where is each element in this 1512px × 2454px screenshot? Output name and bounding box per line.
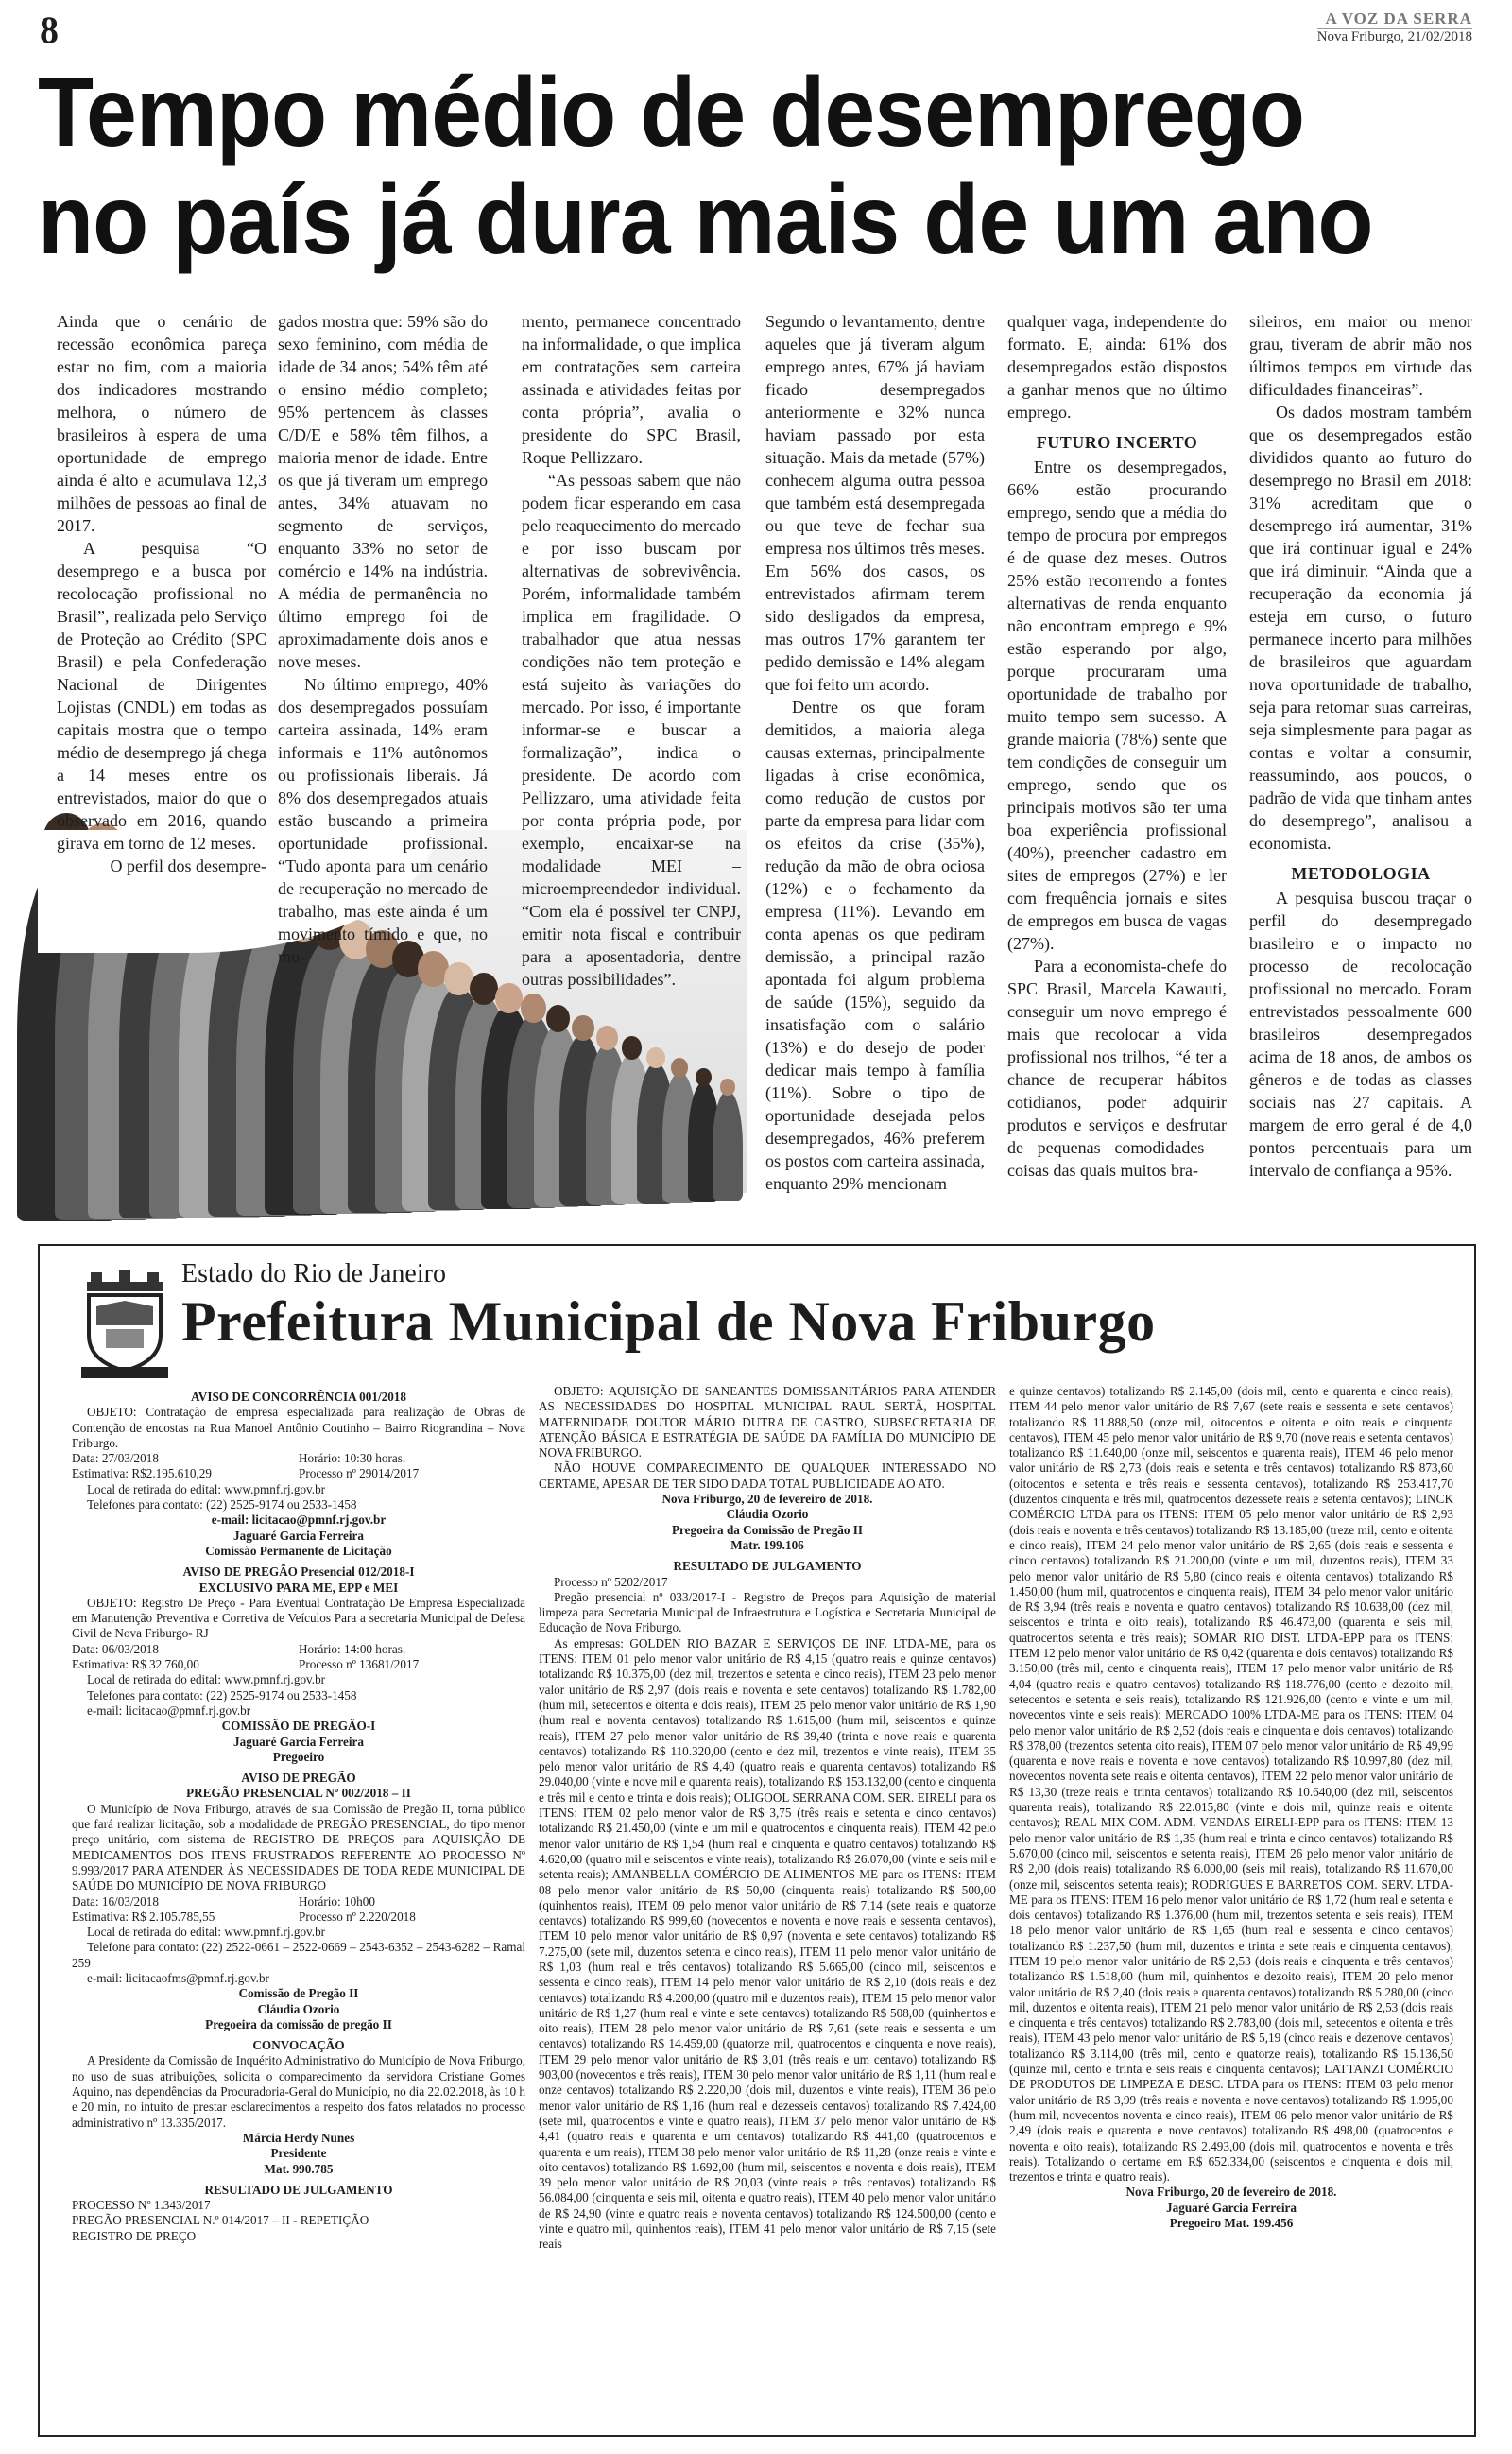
notice-row xyxy=(72,1657,525,1672)
notice-text: Estimativa: R$2.195.610,29 xyxy=(72,1466,212,1481)
paragraph: Segundo o levantamento, dentre aqueles que já tiveram algum emprego antes, 67% já haviam ficado desempregados anteriormente e 32% nunca haviam passado por esta situação. Mais da metade (57%) conhecem alguma outra pessoa que também está desempregada ou que teve de fechar sua empresa nos últimos três meses. Em 56% dos casos, os entrevistados afirmam terem sido desligados da empresa, mas outros 17% garantem ter pedido demissão e 14% alegam que foi feito um acordo. xyxy=(765,312,985,694)
photo-person-head xyxy=(671,1058,688,1078)
notice-signature: Márcia Herdy Nunes xyxy=(242,2130,355,2145)
notice-column-3 xyxy=(1009,1384,1453,2433)
notice-subtitle: EXCLUSIVO PARA ME, EPP e MEI xyxy=(198,1580,399,1595)
notice-signature: Mat. 990.785 xyxy=(264,2161,334,2176)
notice-signature: Presidente xyxy=(270,2146,327,2161)
notice-text: Horário: 10h00 xyxy=(299,1893,375,1909)
photo-person xyxy=(713,1091,743,1201)
notice-text: Horário: 14:00 horas. xyxy=(299,1641,406,1656)
paragraph: A pesquisa buscou traçar o perfil do desempregado brasileiro e o impacto no processo de recolocação profissional no mercado. Foram entrevistados pessoalmente 600 brasileiros desempregados acima de 18 anos, de ambos os gêneros e de todas as classes sociais nas 27 capitais. A margem de erro geral é de 4,0 pontos percentuais para um intervalo de confiança a 95%. xyxy=(1249,889,1472,1180)
photo-person-head xyxy=(572,1015,594,1041)
photo-person-head xyxy=(596,1026,617,1050)
paragraph: sileiros, em maior ou menor grau, tiveram de abrir mão nos últimos tempos em virtude das dificuldades financeiras”. xyxy=(1249,312,1472,399)
notice-text: Horário: 10:30 horas. xyxy=(299,1451,406,1466)
notice-column-1 xyxy=(72,1384,525,2433)
notice-text: NÃO HOUVE COMPARECIMENTO DE QUALQUER INTERESSADO NO CERTAME, APESAR DE TER SIDO DADA TOTAL PUBLICIDADE AO ATO. xyxy=(539,1460,996,1491)
notice-date: Nova Friburgo, 20 de fevereiro de 2018. xyxy=(1125,2185,1337,2200)
article-body xyxy=(38,301,1476,1204)
article-column-4 xyxy=(765,310,985,1204)
notice-signature: Matr. 199.106 xyxy=(730,1537,804,1552)
notice-text: OBJETO: Contratação de empresa especializada para realização de Obras de Contenção de encostas na Rua Manoel Antônio Coutinho – Bairro Riograndina – Nova Friburgo. xyxy=(72,1405,525,1450)
notice-row xyxy=(72,1451,525,1466)
notice-text: e quinze centavos) totalizando R$ 2.145,00 (dois mil, cento e quarenta e cinco reais), ITEM 44 pelo menor valor unitário de R$ 7,67 (sete reais e sessenta e sete centavos) totalizando R$ 11.888,50 (onze mil, oitocentos e oitenta e oito reais e cinquenta centavos), ITEM 45 pelo menor valor unitário de R$ 9,70 (nove reais e setenta centavos) totalizando R$ 11.640,00 (onze mil, seiscentos e quarenta reais), ITEM 46 pelo menor valor unitário de R$ 2,73 (dois reais e setenta e três centavos) totalizando R$ 873,60 (oitocentos e setenta e três reais e sessenta centavos), totalizando R$ 253.417,70 (duzentos cinquenta e três mil, quatrocentos dezessete reais e setenta centavos); LINCK COMÉRCIO LTDA para os ITENS: ITEM 05 pelo menor valor unitário de R$ 2,93 (dois reais e noventa e três centavos) totalizando R$ 13.185,00 (treze mil, cento e oitenta e cinco reais), ITEM 24 pelo menor valor unitário de R$ 2,65 (dois reais e sessenta e cinco centavos) totalizando R$ 21.200,00 (vinte e um mil, duzentos reais), ITEM 33 pelo menor valor unitário de R$ 5,80 (cinco reais e oitenta centavos) totalizando R$ 1.450,00 (hum mil, quatrocentos e cinquenta reais), ITEM 34 pelo menor valor unitário de R$ 3,94 (três reais e noventa e quatro centavos) totalizando R$ 10.638,00 (dez mil, seiscentos e trinta e oito reais), totalizando R$ 46.473,00 (quarenta e seis mil, quatrocentos setenta e três reais); SOMAR RIO DIST. LTDA-EPP para os ITENS: ITEM 12 pelo menor valor unitário de R$ 0,42 (quarenta e dois centavos) totalizando R$ 3.150,00 (três mil, cento e cinquenta reais), ITEM 17 pelo menor valor unitário de R$ 4,04 (quatro reais e quatro centavos) totalizando R$ 118.776,00 (cento e dezoito mil, setecentos e setenta e seis reais), totalizando R$ 121.926,00 (cento e vinte e um mil, novecentos vinte e seis reais); MERCADO 100% LTDA-ME para os ITENS: ITEM 04 pelo menor valor unitário de R$ 2,52 (dois reais e cinquenta e dois centavos) totalizando R$ 378,00 (trezentos setenta oito reais), ITEM 07 pelo menor valor unitário de R$ 49,99 (quarenta e nove reais e noventa e nove centavos) totalizando R$ 10.997,80 (dez mil, novecentos noventa sete reais e oitenta centavos), ITEM 22 pelo menor valor unitário de R$ 13,30 (treze reais e trinta centavos) totalizando R$ 10.640,00 (dez mil, seiscentos quarenta reais), totalizando R$ 22.015,80 (vinte e dois mil, quinze reais e oitenta centavos); REAL MIX COM. ADM. VENDAS EIRELI-EPP para os ITENS: ITEM 13 pelo menor valor unitário de R$ 1,35 (hum real e trinta e cinco centavos) totalizando R$ 5.670,00 (cinco mil, seiscentos e setenta reais), ITEM 26 pelo menor valor unitário de R$ 2,00 (dois reais) totalizando R$ 6.000,00 (seis mil reais), totalizando R$ 11.670,00 (onze mil, seiscentos setenta reais); RODRIGUES E BARRETOS COM. SERV. LTDA-ME para os ITENS: ITEM 16 pelo menor valor unitário de R$ 1,72 (hum real e setenta e dois centavos) totalizando R$ 1.376,00 (hum mil, trezentos setenta e seis reais), ITEM 18 pelo menor valor unitário de R$ 1,65 (hum real e sessenta e cinco centavos) totalizando R$ 1.237,50 (hum mil, duzentos e trinta e sete reais e cinquenta centavos), ITEM 19 pelo menor valor unitário de R$ 2,53 (dois reais e cinquenta e três centavos) totalizando R$ 1.518,00 (hum mil, quinhentos e dezoito reais), ITEM 20 pelo menor valor unitário de R$ 2,40 (dois reais e quarenta centavos) totalizando R$ 5.280,00 (cinco mil, duzentos e oitenta reais), ITEM 21 pelo menor valor unitário de R$ 2,53 (dois reais e cinquenta e três centavos) totalizando R$ 2.783,00 (dois mil, setecentos e oitenta e três reais), ITEM 43 pelo menor valor unitário de R$ 5,19 (cinco reais e dezenove centavos) totalizando R$ 3.114,00 (três mil, cento e quatorze reais), totalizando R$ 15.136,50 (quinze mil, cento e trinta e seis reais e cinquenta centavos); LATTANZI COMÉRCIO DE PRODUTOS DE LIMPEZA E DESC. LTDA para os ITENS: ITEM 03 pelo menor valor unitário de R$ 3,99 (três reais e noventa e nove centavos) totalizando R$ 1.995,00 (hum mil, novecentos noventa e cinco reais), ITEM 06 pelo menor valor unitário de R$ 2,49 (dois reais e quarenta e nove centavos) totalizando R$ 498,00 (quatrocentos e noventa e oito reais), totalizando R$ 2.493,00 (dois mil, quatrocentos e noventa e três reais). Totalizando o certame em R$ 652.334,00 (seiscentos e cinquenta e dois mil, trezentos e trinta e quatro reais). xyxy=(1009,1384,1453,2185)
notice-title: CONVOCAÇÃO xyxy=(252,2038,345,2053)
notice-signature: Jaguaré Garcia Ferreira xyxy=(233,1734,364,1749)
paragraph: “As pessoas sabem que não podem ficar esperando em casa pelo reaquecimento do mercado e por isso buscam por alternativas de sobrevivência. Porém, informalidade também implica em fragilidade. O trabalhador que atua nessas condições não tem proteção e está sujeito às variações do mercado. Por isso, é importante informar-se e buscar a formalização”, indica o presidente. De acordo com Pellizzaro, uma atividade feita por conta própria pode, por exemplo, encaixar-se na modalidade MEI – microempreendedor individual. “Com ela é possível ter CNPJ, emitir nota fiscal e contribuir para a aposentadoria, dentre outras possibilidades”. xyxy=(522,471,741,989)
paragraph: Dentre os que foram demitidos, a maioria alega causas externas, principalmente ligadas à crise econômica, como redução de custos por parte da empresa para lidar com os efeitos da crise (35%), redução da mão de obra ociosa (12%) e o fechamento da empresa (11%). Levando em conta apenas os que pediram demissão, a principal razão apontada foi algum problema de saúde (15%), seguido da insatisfação com o salário (13%) e do desejo de poder dedicar mais tempo à família (11%). Sobre o tipo de oportunidade desejada pelos desempregados, 46% preferem os postos com carteira assinada, enquanto 29% mencionam xyxy=(765,698,985,1193)
notice-signature: Jaguaré Garcia Ferreira xyxy=(233,1528,364,1543)
paragraph: Para a economista-chefe do SPC Brasil, Marcela Kawauti, conseguir um novo emprego é mais que recolocar a vida profissional nos trilhos, “é ter a chance de recuperar hábitos cotidianos, poder adquirir produtos e serviços e desfrutar de pequenas comodidades – coisas das quais muitos bra- xyxy=(1007,957,1227,1180)
article-column-2 xyxy=(278,310,488,966)
article-column-6 xyxy=(1249,310,1472,1204)
paragraph: qualquer vaga, independente do formato. E, ainda: 61% dos desempregados estão dispostos a ganhar menos que no último emprego. xyxy=(1007,312,1227,422)
notice-column-2 xyxy=(539,1384,996,2433)
date-line: Nova Friburgo, 21/02/2018 xyxy=(1316,29,1472,44)
state-name: Estado do Rio de Janeiro xyxy=(181,1259,446,1288)
paragraph: Entre os desempregados, 66% estão procurando emprego, sendo que a média do tempo de procura por empregos é de quase dez meses. Outros 25% estão recorrendo a fontes alternativas de renda enquanto não encontram emprego e 9% estão esperando por algo, porque procuraram uma oportunidade de trabalho por muito tempo sem sucesso. A grande maioria (78%) sente que tem condições de conseguir um emprego, sendo que os principais motivos são ter uma boa experiência profissional (40%), preencher cadastro em sites de empregos (27%) e ler com frequência jornais e sites de empregos em busca de vagas (27%). xyxy=(1007,458,1227,953)
masthead xyxy=(1317,9,1472,45)
notice-text: Local de retirada do edital: www.pmnf.rj.gov.br xyxy=(87,1672,326,1687)
notice-text: As empresas: GOLDEN RIO BAZAR E SERVIÇOS DE INF. LTDA-ME, para os ITENS: ITEM 01 pelo menor valor unitário de R$ 4,15 (quatro reais e quinze centavos) totalizando R$ 10.375,00 (dez mil, trezentos e setenta e cinco reais), ITEM 23 pelo menor valor unitário de R$ 2,97 (dois reais e noventa e sete centavos) totalizando R$ 1.782,00 (hum mil, setecentos e oitenta e dois reais), ITEM 25 pelo menor valor unitário de R$ 1,90 (hum real e noventa centavos) totalizando R$ 1.615,00 (hum mil, seiscentos e quinze reais), ITEM 27 pelo menor valor unitário de R$ 39,40 (trinta e nove reais e quarenta centavos) totalizando R$ 110.320,00 (cento e dez mil, trezentos e vinte reais), ITEM 35 pelo menor valor unitário de R$ 4,40 (quatro reais e quarenta centavos) totalizando R$ 29.040,00 (vinte e nove mil e quarenta reais), totalizando R$ 153.132,00 (cento e cinquenta e três mil e cento e trinta e dois reais); OLIGOOL SERRANA COM. SER. EIRELI para os ITENS: ITEM 02 pelo menor valor de R$ 3,75 (três reais e setenta e cinco centavos) totalizando R$ 21.450,00 (vinte e um mil e quatrocentos e cinquenta reais), ITEM 42 pelo menor valor unitário de R$ 1,54 (hum real e cinquenta e quatro centavos) totalizando R$ 4.620,00 (quatro mil e seiscentos e vinte reais), totalizando R$ 26.070,00 (vinte e seis mil e setenta reais); AMANBELLA COMÉRCIO DE ALIMENTOS ME para os ITENS: ITEM 08 pelo menor valor unitário de R$ 50,00 (cinquenta reais) totalizando R$ 500,00 (quinhentos reais), ITEM 09 pelo menor valor unitário de R$ 7,14 (sete reais e quatorze centavos) totalizando R$ 999,60 (novecentos e noventa e nove reais e sessenta centavos), ITEM 10 pelo menor valor unitário de R$ 0,97 (noventa e sete centavos) totalizando R$ 7.275,00 (sete mil, duzentos setenta e cinco reais), ITEM 11 pelo menor valor unitário de R$ 1,03 (hum real e três centavos) totalizando R$ 5.665,00 (cinco mil, seiscentos e sessenta e cinco reais), ITEM 14 pelo menor valor unitário de R$ 2,10 (dois reais e dez centavos) totalizando R$ 4.200,00 (quatro mil e duzentos reais), ITEM 15 pelo menor valor unitário de R$ 1,27 (hum real e vinte e sete centavos) totalizando R$ 508,00 (quinhentos e oito reais), ITEM 28 pelo menor valor unitário de R$ 7,61 (sete reais e sessenta e um centavos) totalizando R$ 14.459,00 (quatorze mil, quatrocentos e cinquenta e nove reais), ITEM 29 pelo menor valor unitário de R$ 3,01 (três reais e um centavo) totalizando R$ 903,00 (novecentos e três reais), ITEM 30 pelo menor valor unitário de R$ 1,11 (hum real e onze centavos) totalizando R$ 2.220,00 (dois mil, duzentos e vinte reais), ITEM 36 pelo menor valor unitário de R$ 1,16 (hum real e dezesseis centavos) totalizando R$ 7.424,00 (sete mil, quatrocentos e vinte e quatro reais), ITEM 37 pelo menor valor unitário de R$ 4,41 (quatro reais e quarenta e um centavos) totalizando R$ 441,00 (quatrocentos e quarenta e um reais), ITEM 38 pelo menor valor unitário de R$ 11,28 (onze reais e vinte e oito centavos) totalizando R$ 1.692,00 (hum mil, seiscentos e noventa e dois reais), ITEM 39 pelo menor valor unitário de R$ 20,03 (vinte reais e três centavos) totalizando R$ 56.084,00 (cinquenta e seis mil, oitenta e quatro reais), ITEM 40 pelo menor valor unitário de R$ 24,90 (vinte e quatro reais e noventa centavos) totalizando R$ 124.500,00 (cento e vinte e quatro mil, quinhentos reais), ITEM 41 pelo menor valor unitário de R$ 7,15 (sete reais xyxy=(539,1635,997,2252)
notice-text: Local de retirada do edital: www.pmnf.rj.gov.br xyxy=(87,1925,326,1940)
paragraph: No último emprego, 40% dos desempregados possuíam carteira assinada, 14% eram informais e 11% autônomos ou profissionais liberais. Já 8% dos desempregados atuais estão buscando a primeira oportunidade profissional. “Tudo aponta para um cenário de recuperação no mercado de trabalho, mas este ainda é um movimento tímido e que, no mo- xyxy=(278,675,488,966)
notice-text: Pregão presencial nº 033/2017-I - Registro de Preços para Aquisição de material limpeza para Secretaria Municipal de Infraestrutura e Logística e Secretaria Municipal de Educação de Nova Friburgo. xyxy=(539,1589,996,1635)
notice-text: OBJETO: Registro De Preço - Para Eventual Contratação De Empresa Especializada em Manutenção Preventiva e Corretiva de Veículos Para a secretaria Municipal de Defesa Civil de Nova Friburgo- RJ xyxy=(72,1595,525,1641)
notice-text: REGISTRO DE PREÇO xyxy=(72,2228,197,2243)
notice-signature: Cláudia Ozorio xyxy=(257,2001,340,2016)
photo-person-head xyxy=(646,1047,665,1069)
paragraph: mento, permanece concentrado na informalidade, o que implica em contratações sem carteira assinada e atividades feitas por conta própria”, avalia o presidente do SPC Brasil, Roque Pellizzaro. xyxy=(522,312,741,467)
notice-signature: Comissão Permanente de Licitação xyxy=(205,1543,392,1558)
notice-text: Local de retirada do edital: www.pmnf.rj.gov.br xyxy=(87,1481,326,1496)
notice-text: Processo nº 29014/2017 xyxy=(299,1466,420,1481)
notice-signature: Pregoeira da Comissão de Pregão II xyxy=(671,1522,864,1537)
notice-text: PROCESSO Nº 1.343/2017 xyxy=(72,2198,211,2213)
notice-signature: Comissão de Pregão II xyxy=(238,1986,359,2001)
notice-signature: Jaguaré Garcia Ferreira xyxy=(1166,2200,1297,2215)
city-crest-icon xyxy=(77,1269,172,1382)
notice-text: Data: 06/03/2018 xyxy=(72,1641,159,1656)
notice-row xyxy=(72,1894,525,1910)
notice-row xyxy=(72,1642,525,1657)
notice-signature: Pregoeiro xyxy=(272,1749,325,1764)
municipal-notice xyxy=(38,1244,1476,2437)
notice-text: PREGÃO PRESENCIAL N.º 014/2017 – II - REPETIÇÃO xyxy=(72,2213,369,2228)
notice-date: Nova Friburgo, 20 de fevereiro de 2018. xyxy=(662,1492,873,1507)
notice-text: Telefones para contato: (22) 2525-9174 ou 2533-1458 xyxy=(87,1687,357,1702)
photo-person-head xyxy=(720,1079,734,1096)
notice-text: A Presidente da Comissão de Inquérito Administrativo do Município de Nova Friburgo, no uso de suas atribuições, solicita o comparecimento da servidora Cristiane Gomes Aquino, nas dependências da Procuradoria-Geral do Município, no dia 22.02.2018, às 10 h e 20 min, no intuito de prestar esclarecimentos a respeito dos fatos relatados no processo administrativo nº 13.335/2017. xyxy=(72,2053,525,2130)
paragraph: Os dados mostram também que os desempregados estão divididos quanto ao futuro do desemprego no Brasil em 2018: 31% acreditam que o desemprego irá aumentar, 31% que irá continuar igual e 24% que irá diminuir. “Ainda que a recuperação da economia já esteja em curso, o futuro permanece incerto para milhões de brasileiros que aguardam nova oportunidade de trabalho, seja para retomar suas carreiras, seja simplesmente para pagar as contas e voltar a consumir, reassumindo, aos poucos, o padrão de vida que tinham antes do desemprego”, analisou a economista. xyxy=(1249,403,1472,853)
notice-text: OBJETO: AQUISIÇÃO DE SANEANTES DOMISSANITÁRIOS PARA ATENDER AS NECESSIDADES DO HOSPITAL MUNICIPAL RAUL SERTÃ, HOSPITAL MATERNIDADE DOUTOR MÁRIO DUTRA DE CASTRO, SUBSECRETARIA DE ATENÇÃO BÁSICA E ESTRATÉGIA DE SAÚDE DA FAMÍLIA DO MUNICÍPIO DE NOVA FRIBURGO. xyxy=(539,1384,996,1460)
notice-subtitle: PREGÃO PRESENCIAL Nº 002/2018 – II xyxy=(186,1786,411,1801)
notice-signature: COMISSÃO DE PREGÃO-I xyxy=(221,1719,376,1734)
headline-line-1: Tempo médio de desemprego xyxy=(38,58,1305,167)
notice-row xyxy=(72,1466,525,1481)
article-column-1 xyxy=(57,310,266,875)
section-heading-futuro: FUTURO INCERTO xyxy=(1036,433,1198,452)
paragraph: Ainda que o cenário de recessão econômica pareça estar no fim, com a maioria dos indicadores mostrando melhora, o número de brasileiros à espera de uma oportunidade de emprego ainda é alto e acumulava 12,3 milhões de pessoas ao final de 2017. xyxy=(57,312,266,535)
headline-line-2: no país já dura mais de um ano xyxy=(38,165,1373,275)
notice-text: O Município de Nova Friburgo, através de sua Comissão de Pregão II, torna público que fará realizar licitação, sob a modalidade de PREGÃO PRESENCIAL, do tipo menor preço unitário, com sistema de REGISTRO DE PREÇOS para AQUISIÇÃO DE MEDICAMENTOS DOS ITENS FRUSTRADOS REFERENTE AO PROCESSO Nº 9.993/2017 PARA ATENDER ÀS NECESSIDADES DE TODA REDE MUNICIPAL DE SAÚDE DO MUNICÍPIO DE NOVA FRIBURGO xyxy=(72,1801,525,1893)
notice-text: Telefones para contato: (22) 2525-9174 ou 2533-1458 xyxy=(87,1497,357,1512)
notice-text: Estimativa: R$ 32.760,00 xyxy=(72,1657,199,1672)
notice-signature: Cláudia Ozorio xyxy=(726,1507,809,1522)
notice-text: Data: 27/03/2018 xyxy=(72,1451,159,1466)
notice-text: e-mail: licitacao@pmnf.rj.gov.br xyxy=(87,1702,251,1718)
notice-row xyxy=(72,1910,525,1925)
headline xyxy=(38,59,1383,274)
notice-email: e-mail: licitacao@pmnf.rj.gov.br xyxy=(211,1512,387,1528)
notice-text: Processo nº 13681/2017 xyxy=(299,1657,420,1672)
photo-person-head xyxy=(495,983,522,1013)
notice-signature: Pregoeira da comissão de pregão II xyxy=(205,2016,392,2031)
notice-text: Telefone para contato: (22) 2522-0661 – 2522-0669 – 2543-6352 – 2543-6282 – Ramal 259 xyxy=(72,1940,525,1970)
section-heading-metodologia: METODOLOGIA xyxy=(1291,864,1431,883)
notice-title: AVISO DE PREGÃO Presencial 012/2018-I xyxy=(182,1564,415,1580)
paper-name: A VOZ DA SERRA xyxy=(1317,9,1472,29)
notice-text: Processo nº 2.220/2018 xyxy=(299,1909,416,1924)
photo-person-head xyxy=(622,1036,642,1059)
notice-text: Data: 16/03/2018 xyxy=(72,1893,159,1909)
photo-person-head xyxy=(696,1068,712,1086)
notice-title: RESULTADO DE JULGAMENTO xyxy=(204,2182,393,2197)
notice-text: Estimativa: R$ 2.105.785,55 xyxy=(72,1909,215,1924)
notice-header xyxy=(181,1259,1221,1355)
photo-person-head xyxy=(470,973,498,1005)
article-column-3 xyxy=(522,310,741,1010)
paragraph: gados mostra que: 59% são do sexo feminino, com média de idade de 34 anos; 54% têm até o ensino médio completo; 95% pertencem às classes C/D/E e 58% têm filhos, a maioria menor de idade. Entre os que já tiveram um emprego antes, 34% atuavam no segmento de serviços, enquanto 33% no setor de comércio e 14% na indústria. A média de permanência no último emprego foi de aproximadamente dois anos e nove meses. xyxy=(278,312,488,671)
page-number: 8 xyxy=(40,9,59,51)
city-hall-name: Prefeitura Municipal de Nova Friburgo xyxy=(181,1290,1156,1353)
notice-title: AVISO DE PREGÃO xyxy=(241,1771,356,1786)
notice-signature: Pregoeiro Mat. 199.456 xyxy=(1169,2216,1294,2231)
notice-title: RESULTADO DE JULGAMENTO xyxy=(673,1559,862,1574)
notice-text: Processo nº 5202/2017 xyxy=(554,1574,668,1589)
notice-text: e-mail: licitacaofms@pmnf.rj.gov.br xyxy=(87,1970,269,1985)
notice-title: AVISO DE CONCORRÊNCIA 001/2018 xyxy=(190,1390,406,1404)
paragraph: A pesquisa “O desemprego e a busca por recolocação profissional no Brasil”, realizada pelo Serviço de Proteção ao Crédito (SPC Brasil) e pela Confederação Nacional de Dirigentes Lojistas (CNDL) em todas as capitais mostra que o tempo médio de desemprego já chega a 14 meses entre os entrevistados, maior do que o observado em 2016, quando girava em torno de 12 meses. xyxy=(57,539,266,853)
paragraph: O perfil dos desempre- xyxy=(110,856,266,875)
article-column-5 xyxy=(1007,310,1227,1204)
